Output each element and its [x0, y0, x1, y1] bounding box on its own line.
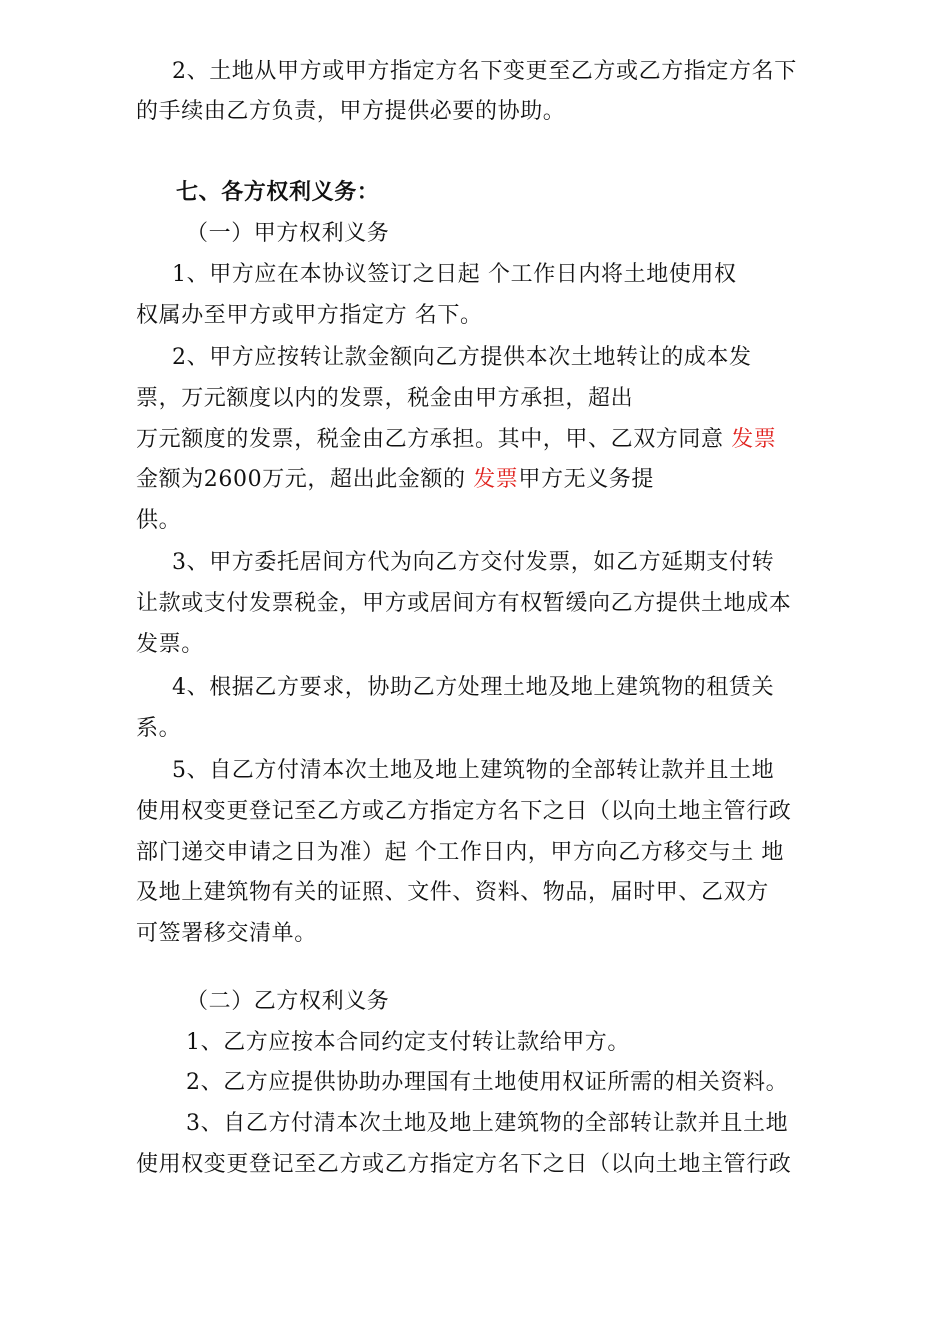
- paragraph-line: 使用权变更登记至乙方或乙方指定方名下之日（以向土地主管行政: [136, 799, 792, 824]
- paragraph-line: 及地上建筑物有关的证照、文件、资料、物品，届时甲、乙双方: [136, 880, 769, 905]
- paragraph-line: 供。: [136, 508, 182, 533]
- subsection-heading: （二）乙方权利义务: [186, 989, 390, 1014]
- line-text: 甲方无义务提: [518, 467, 654, 492]
- paragraph-line: 使用权变更登记至乙方或乙方指定方名下之日（以向土地主管行政: [136, 1152, 792, 1177]
- line-text: 金额为2600万元，超出此金额的: [136, 467, 474, 492]
- paragraph-line: 1、乙方应按本合同约定支付转让款给甲方。: [186, 1030, 630, 1055]
- paragraph-line: 权属办至甲方或甲方指定方 名下。: [136, 303, 483, 328]
- paragraph-line: 系。: [136, 716, 182, 741]
- paragraph-line: 5、自乙方付清本次土地及地上建筑物的全部转让款并且土地: [172, 758, 775, 783]
- highlighted-term: 发票: [731, 427, 777, 452]
- section-heading: 七、各方权利义务：: [176, 179, 380, 205]
- paragraph-line: 1、甲方应在本协议签订之日起 个工作日内将土地使用权: [172, 262, 737, 287]
- paragraph-line: 2、土地从甲方或甲方指定方名下变更至乙方或乙方指定方名下: [172, 59, 797, 84]
- line-text: 万元额度的发票，税金由乙方承担。其中，甲、乙双方同意: [136, 427, 732, 452]
- paragraph-line: 让款或支付发票税金，甲方或居间方有权暂缓向乙方提供土地成本: [136, 591, 792, 616]
- paragraph-line: 的手续由乙方负责，甲方提供必要的协助。: [136, 99, 566, 124]
- paragraph-line: [136, 465, 654, 495]
- paragraph-line: 发票。: [136, 632, 204, 657]
- highlighted-term: 发票: [473, 467, 519, 492]
- paragraph-line: 4、根据乙方要求，协助乙方处理土地及地上建筑物的租赁关: [172, 675, 775, 700]
- paragraph-line: [136, 425, 776, 455]
- paragraph-line: 2、甲方应按转让款金额向乙方提供本次土地转让的成本发: [172, 345, 752, 370]
- paragraph-line: 可签署移交清单。: [136, 921, 317, 946]
- paragraph-line: 票，万元额度以内的发票，税金由甲方承担，超出: [136, 386, 634, 411]
- paragraph-line: 2、乙方应提供协助办理国有土地使用权证所需的相关资料。: [186, 1070, 789, 1095]
- paragraph-line: 部门递交申请之日为准）起 个工作日内，甲方向乙方移交与土 地: [136, 840, 784, 865]
- subsection-heading: （一）甲方权利义务: [186, 221, 390, 246]
- paragraph-line: 3、自乙方付清本次土地及地上建筑物的全部转让款并且土地: [186, 1111, 789, 1136]
- paragraph-line: 3、甲方委托居间方代为向乙方交付发票，如乙方延期支付转: [172, 550, 775, 575]
